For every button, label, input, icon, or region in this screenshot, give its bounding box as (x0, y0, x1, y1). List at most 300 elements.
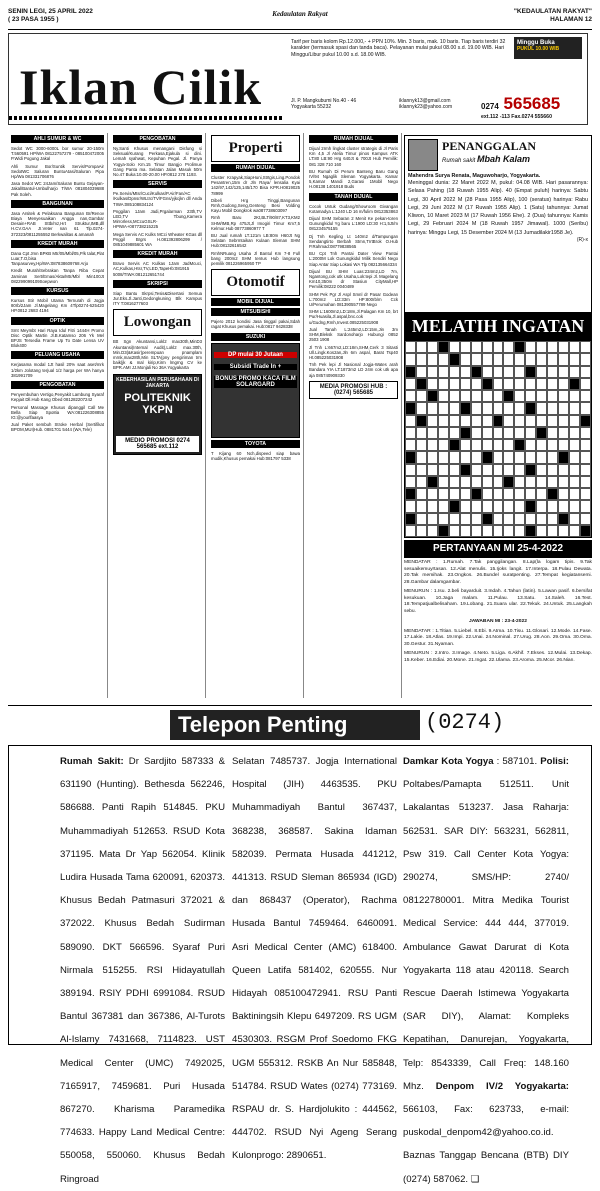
crossword-cell (558, 366, 569, 378)
crossword-cell (405, 402, 416, 414)
crossword-cell (493, 427, 504, 439)
crossword-cell (416, 476, 427, 488)
crossword-cell (460, 476, 471, 488)
crossword-cell (525, 402, 536, 414)
crossword-cell (416, 341, 427, 353)
classified-ad: Cocok Untuk Gudang/Showroom Givangan Kotamadya L:1240 LD 16 m/fulim 0812353863 (309, 203, 398, 214)
crossword-cell (558, 525, 569, 537)
crossword-cell (427, 525, 438, 537)
crossword-cell (449, 390, 460, 402)
crossword-cell (416, 451, 427, 463)
crossword-cell (514, 525, 525, 537)
section-heading: PENGOBATAN (11, 381, 104, 389)
crossword-cell (482, 464, 493, 476)
crossword-cell (482, 500, 493, 512)
portrait-photo (408, 139, 438, 171)
email2: iklannyk23@yahoo.com (399, 104, 453, 110)
section-heading: AHLI SUMUR & WC (11, 135, 104, 143)
classified-ad: Jl Tnh L:667m2,LD:18m,SHM,Cerk 3 Sitasti Ull.Lingk.Kos2an,Jln 6m aspal, Barat Tsp40 Ht.085225031908 (309, 344, 398, 360)
classified-ad: Kerjasama modal 1Jt hasil 20% saat aset/mrk 1/2km Jolotang terjual 1/2 harga per WA hanya 381991709 (11, 362, 104, 378)
crossword-cell (460, 341, 471, 353)
divider-2 (8, 705, 592, 706)
crossword-cell (438, 390, 449, 402)
crossword-cell (405, 525, 416, 537)
crossword-cell (558, 341, 569, 353)
obit-subtitle: Mahendra Surya Renata, Maguwoharjo, Yogyakarta. (408, 173, 541, 179)
crossword-cell (558, 451, 569, 463)
crossword-cell (416, 353, 427, 365)
classified-ad: Bravo Servis AC Kulkas 1Jam JadMcuci, AC,Kulkas,Htsr,TV,LED,TapeHb:081915 5008/TIWA:081212651744 (113, 261, 202, 277)
crossword-cell (460, 415, 471, 427)
crossword-cell (416, 439, 427, 451)
crossword-cell (471, 353, 482, 365)
crossword-cell (427, 427, 438, 439)
crossword-cell (525, 451, 536, 463)
crossword-cell (405, 476, 416, 488)
classified-ad: Ny.Santi Khusus menangani Disfung si Seksual/Kurang Perkasa,Ejakula si dini. Lemah syahwat, Kepuhan Pegal. Jl. Panya Yogya-Solo Km.15 Timur Bangjo Prolimue Gang Panta ma. Selatan Jalan Masuk 50m No.47 Buka:10.00-20.00 HP.0812 278 1193. (113, 146, 202, 178)
crossword-cell (471, 378, 482, 390)
classified-ad: Dijual BU SHM Luas:234m2,LD 7m, Ngantong,cok utk Usaha,Lok:tepi Jl. Magelang Km10,350m dr Stasiun CityMall,HP Pemilik:08222 0040489 (309, 268, 398, 290)
crossword-cell (416, 366, 427, 378)
crossword-cell (493, 513, 504, 525)
crossword-cell (536, 525, 547, 537)
crossword-cell (449, 366, 460, 378)
crossword-cell (525, 500, 536, 512)
crossword-cell (569, 378, 580, 390)
jawaban-mendatar: MENDATAR : 1.Titian. 5.Liebel. 8.Ebi. 9.Atma. 10.Tisu. 11.Glosari. 12.Mode. 14.Fase. 17.Lakie. 18.Atlas. 19.Impi. 22.Unai. 24.Nominal. 27.Urug. 28.Aon. 29.Oma. 30.Oma. 30.Gestur. 31.Nyaman. (404, 628, 592, 647)
crossword-cell (493, 500, 504, 512)
crossword-cell (503, 488, 514, 500)
section-heading: OPTIK (11, 317, 104, 325)
crossword-cell (525, 366, 536, 378)
classified-ad: Pnggilan 1Jam Jadi,Prgalarman 23th,TV LED,TV Tbung,Kamera Mirrorless,MCcuGSLR-HPIWA+087738215225 (113, 208, 202, 230)
crossword-cell (536, 378, 547, 390)
classified-ad: Dibeli Hrg Tinggi,Bangunan Rmh,Gudong,Seng,Genteng Besi Volding Kayu Mobil Dongkrok wa087738603097 (211, 197, 300, 214)
crossword-cell (438, 464, 449, 476)
crossword-cell (493, 378, 504, 390)
crossword-cell (405, 451, 416, 463)
crossword-cell (493, 476, 504, 488)
crossword-cell (471, 427, 482, 439)
crossword-cell (438, 366, 449, 378)
crossword-cell (449, 500, 460, 512)
crossword-cell (405, 378, 416, 390)
promo-box (113, 374, 202, 455)
classified-ad: BU Cpt Tnh Pantai Dater View Pantai L:2000M Lok Gunungkidul Milik Sendiri Nego Siap Antar Siap Lokasi WA Tlp 082135664334 (309, 251, 398, 267)
crossword-cell (536, 353, 547, 365)
crossword-cell (493, 525, 504, 537)
crossword-cell (471, 402, 482, 414)
crossword-cell (503, 500, 514, 512)
car-promo-line: Subsidi Trade In + (214, 364, 297, 370)
crossword-cell (569, 402, 580, 414)
crossword-cell (416, 488, 427, 500)
classified-ad: Kredit Murah/Sebrakan Tanpa Riba Cepat Jaminan Sert/Emas/Akta/Mtr/Mbl Min100Jt 082299099109Soepwon (11, 268, 104, 284)
crossword-cell (558, 439, 569, 451)
classified-ad: Dijual 2rmh lingkat cluster strategis di Jl Paris Km 4,5 Jl Atelia Timur pinos Kampus ATK LT:80 LB:90 Hrg 640Jt & 700Jt Hub Pemilik: 081 328 710 160 (309, 146, 398, 167)
telepon-col-1: Rumah Sakit: Dr Sardjito 587333 & 631190 (Hunting). Bethesda 562246, 586688. Panti Rapih 514845. PKU Muhammadiyah 512653. RSUD Kota 371195. Mata Dr Yap 562054. Klinik Ludira Husada Tama 620091, 620373. Khusus Bedah Patmasuri 372021 & 372022. Khusus Bedah Sudirman 589090. DKT 566596. Syaraf Puri Nirmala 515255. RSI Hidayatullah 389194. RSIY PDHI 6991084. RSUD Bantul 367381 dan 367386, Al-Turots Al-Islamy 7431668, 7114823. UST Medical Center (UMC) 7492025, 7165917, 7459681. Puri Husada 867270. Kharisma Paramedika 774633. Happy Land Medical Centre: 550058, 550060. Khusus Bedah Ringroad (60, 756, 225, 1185)
crossword-cell (580, 488, 591, 500)
crossword-cell (536, 341, 547, 353)
crossword-cell (558, 390, 569, 402)
crossword-cell (471, 415, 482, 427)
crossword-cell (438, 513, 449, 525)
crossword-cell (547, 525, 558, 537)
crossword-cell (503, 513, 514, 525)
crossword-cell (547, 500, 558, 512)
crossword-cell (427, 464, 438, 476)
minggu-badge (514, 37, 582, 59)
crossword-cell (493, 353, 504, 365)
crossword-cell (536, 500, 547, 512)
crossword-cell (514, 378, 525, 390)
crossword-cell (514, 341, 525, 353)
crossword-cell (438, 451, 449, 463)
crossword-cell (558, 353, 569, 365)
crossword-cell (580, 353, 591, 365)
crossword-cell (547, 427, 558, 439)
crossword-cell (547, 439, 558, 451)
crossword-cell (416, 513, 427, 525)
crossword-cell (503, 451, 514, 463)
crossword-cell (580, 402, 591, 414)
media-promosi: MEDIA PROMOSI HUB : (0274) 565685 (309, 381, 398, 399)
crossword-cell (405, 513, 416, 525)
crossword-cell (493, 415, 504, 427)
crossword-cell (471, 439, 482, 451)
section-heading: TANAH DIJUAL (309, 193, 398, 201)
crossword-cell (569, 464, 580, 476)
classified-ad: Btt Sgn Akuntansi,Lokl2 max30th,MinD3 Akuntansi(Internal Audit),Lokl2 max.30th, Min.D3(&Kasir)perempuan pnamplam mrnk,max28th,Min SLTA(pny pengiriman trm baik)jk & mal kirip,Kirm lmgrng CV ke BPR.AMI JJ.Monjali No 36A Yogyakarta (113, 339, 202, 371)
crossword-cell (493, 402, 504, 414)
crossword-cell (460, 488, 471, 500)
crossword-cell (460, 402, 471, 414)
crossword-cell (536, 451, 547, 463)
crossword-cell (547, 488, 558, 500)
crossword-cell (580, 451, 591, 463)
classified-ad: Mega Servis AC Kulks MCci Wheater KGas dll Pnggil Brgrs H.081392806299 / 0851049885601 WA (113, 231, 202, 248)
crossword-cell (471, 464, 482, 476)
crossword-cell (525, 415, 536, 427)
crossword-cell (580, 390, 591, 402)
crossword-cell (471, 513, 482, 525)
crossword-cell (405, 390, 416, 402)
crossword-cell (438, 439, 449, 451)
classified-ad: Pe.Servis/Mtsr/Cuci/Kulkas/P.Air/Fan/AC /Kulkas/Dpnsr/WLtrc/TV/FGns/yjkcjkn dll Anda TIWA:085108834124 (113, 191, 202, 207)
telepon-heading: Telepon Penting (170, 710, 420, 740)
classified-ad: Rmh Baru 2Kt,BLT/90/87,KT3,KM2 SHM/IMB,Rp 475Jt,Jl Imogiri Timur Km7,5 Kelmur.Hub 08773860977 T (211, 215, 300, 231)
crossword-grid (404, 340, 592, 538)
crossword-cell (580, 525, 591, 537)
crossword-cell (558, 464, 569, 476)
crossword-cell (514, 439, 525, 451)
classified-ad: RmhNRuang Usaha Jl Bantul Km 7-8 Full bang 200m2 SHM tenIus Hub langsung pemilik 081226965950 TP (211, 250, 300, 267)
tts-heading: MELATIH INGATAN (404, 312, 592, 340)
crossword-cell (503, 378, 514, 390)
crossword-cell (471, 341, 482, 353)
page-title: Iklan Cilik (19, 59, 263, 115)
crossword-cell (416, 390, 427, 402)
crossword-cell (405, 366, 416, 378)
crossword-cell (547, 476, 558, 488)
crossword-cell (416, 464, 427, 476)
crossword-cell (503, 476, 514, 488)
crossword-cell (482, 415, 493, 427)
halaman: HALAMAN 12 (550, 16, 592, 23)
crossword-cell (514, 427, 525, 439)
crossword-cell (525, 353, 536, 365)
crossword-cell (482, 402, 493, 414)
crossword-cell (482, 476, 493, 488)
classified-ad: Jasa Arsitek & Pelaksana Bangunan Br/Renov Biaya Menyesuaikan Angga nan,Gambar Desain+RAB Sttb/mz,Hrt Struktur,IMB,dll H.CV.GAA JI.Veter nan 61 Tlp.0274-372323/0811255552 Berkwalitas & amanah (11, 210, 104, 237)
classified-ad: Sedot WC 3000-6000L bor sumur 20-150m T.560591 HP/WA 08122757279 - 085100472005 P.Widi Pogung Jakal (11, 146, 104, 162)
section-heading: SKRIPSI (113, 280, 202, 288)
pasaran: ( 23 PASA 1955 ) (8, 16, 59, 23)
crossword-cell (569, 488, 580, 500)
crossword-cell (471, 488, 482, 500)
brand-subheading: TOYOTA (211, 440, 300, 448)
crossword-cell (580, 513, 591, 525)
crossword-cell (438, 488, 449, 500)
classified-ad: Jasa Sedot WC 24Jam/Saluran Buntu Gejayan-Jakal/Bantul-Umbulharjo T/WA 081804039688 Pak Soleh. (11, 181, 104, 197)
address-line1: Jl. P. Mangkubumi No.40 - 46 (291, 98, 357, 104)
emails (399, 98, 452, 110)
crossword-cell (416, 402, 427, 414)
crossword-cell (493, 366, 504, 378)
crossword-cell (580, 427, 591, 439)
crossword-cell (482, 366, 493, 378)
crossword-cell (569, 415, 580, 427)
section-heading: MOBIL DIJUAL (211, 298, 300, 306)
classified-ad: T Kijang 60 Nch,dispeed siap bawa mudik,Khusus pemakai Hub:081797 5338 (211, 450, 300, 461)
crossword-cell (471, 390, 482, 402)
crossword-cell (514, 488, 525, 500)
crossword-cell (580, 439, 591, 451)
classified-ad: BU Rumah Di Perum Banteng Baru Gang IV/94 Ngaglik Sleman Yogyakarta. Kamar 5,Kamar Mandi 2,Garasi 1Mobil Nego H.08138 1401918 Buds (309, 168, 398, 190)
crossword-cell (427, 439, 438, 451)
crossword-cell (460, 525, 471, 537)
crossword-cell (503, 390, 514, 402)
crossword-cell (547, 390, 558, 402)
crossword-cell (438, 476, 449, 488)
crossword-cell (449, 402, 460, 414)
crossword-cell (493, 341, 504, 353)
crossword-cell (471, 500, 482, 512)
crossword-cell (569, 390, 580, 402)
crossword-cell (460, 427, 471, 439)
crossword-cell (536, 415, 547, 427)
crossword-cell (547, 402, 558, 414)
crossword-cell (525, 476, 536, 488)
crossword-cell (460, 353, 471, 365)
crossword-cell (569, 476, 580, 488)
crossword-cell (416, 378, 427, 390)
classified-ad: Dana Cpt Jmn BPKB Mtr/05/Mbl/05,P/k talat,Plat Luar,T.O,bisa Tanpasurvey,Hp/WA:087838609768 Arjo (11, 250, 104, 267)
crossword-cell (482, 341, 493, 353)
promo-media: MEDIO PROMOSI 0274 565685 ext.112 (116, 436, 199, 452)
crossword-cell (547, 341, 558, 353)
crossword-cell (427, 488, 438, 500)
car-promo-line: BONUS PROMO KACA FILM SOLARGARD (215, 375, 296, 388)
crossword-cell (438, 353, 449, 365)
crossword-cell (525, 341, 536, 353)
crossword-cell (547, 513, 558, 525)
crossword-cell (460, 500, 471, 512)
crossword-cell (525, 513, 536, 525)
crossword-cell (449, 439, 460, 451)
obit-tag: (R)-x (576, 237, 588, 244)
minggu-label: Minggu Buka (517, 40, 555, 46)
crossword-cell (416, 427, 427, 439)
crossword-cell (427, 366, 438, 378)
divider (8, 29, 592, 30)
crossword-cell (449, 353, 460, 365)
penanggalan-box (404, 135, 592, 325)
crossword-cell (569, 353, 580, 365)
crossword-cell (536, 464, 547, 476)
address (291, 98, 356, 110)
crossword-cell (503, 402, 514, 414)
car-promo (211, 343, 300, 438)
crossword-cell (416, 525, 427, 537)
section-heading: RUMAH DIJUAL (211, 164, 300, 172)
classified-ad: Penyembuhan Vertigo,Penyakit Lambung Syaraf Kepjait Dll.Hub Kang Obed 081282207242 (11, 392, 104, 403)
crossword-cell (405, 439, 416, 451)
crossword-cell (569, 341, 580, 353)
telepon-col-3: Damkar Kota Yogya : 587101. Polisi: Poltabes/Pamapta 512511. Unit Lakalantas 513237. Jasa Raharja: 562531. SAR DIY: 563231, 562811, Psw 319. Call Center Kota Yogya: 290274, SMS/HP: 2740/ 08122780001. Mitra Medika Tourist Medical Service: 444 444, 377019. Ambulance Gawat Darurat di Kota Yogyakarta 118 atau 420118. Search Rescue Daerah Istimewa Yogyakarta (SAR DIY), Alamat: Kompleks Kepatihan, Danurejan, Yogyakarta, Telp: 8543339, Call Freq: 148.160 Mhz. Denpom IV/2 Yogyakarta: 566103, Fax: 623733, e-mail: puskodal_denpom42@yahoo.co.id. Baznas Tanggap Bencana (BTB) DIY (0274) 587062. ❏ (403, 756, 569, 1185)
crossword-cell (536, 402, 547, 414)
crossword-cell (471, 476, 482, 488)
logo-properti: Properti (211, 135, 300, 162)
classified-ad: Pajero 2012 kondisi Jasa tinggal pakai,Sdah ragat Khusus pemakai. Hub:0817 9428338 (211, 319, 300, 330)
address-line2: Yogyakarta 55232 (291, 104, 332, 110)
classified-ad: Kursus Stir Mobil Utama Ternurah di Jogja 80rb/2Jam Jl.Magelang Km 4Tlp0274-625420 HP.0812 2683 4194 (11, 298, 104, 314)
jawaban-heading: JAWABAN MI : 23-4-2022 (469, 619, 527, 624)
crossword-cell (525, 439, 536, 451)
classified-ad: Personal Massage Khusus dipanggil Call Me Bella Siap Spo8ia WA:081226308855 IG:@yourlfaasya (11, 404, 104, 420)
crossword-cell (514, 476, 525, 488)
crossword-cell (449, 464, 460, 476)
crossword-cell (580, 378, 591, 390)
crossword-cell (482, 378, 493, 390)
crossword-cell (547, 464, 558, 476)
crossword-cell (569, 439, 580, 451)
jawaban-menurun: MENURUN : 2.Intro. 3.Image. 4.Neto. 5.Liga. 6.Akhif. 7.Ekses. 12.Mulai. 13.Dekap. 15.Keber. 16.Ediai. 20.Mone. 21.Ingat. 22.Ulama. 23.Aroma. 25.Mcor. 26.Nian. (404, 651, 592, 663)
crossword-cell (427, 341, 438, 353)
phone-number (481, 94, 560, 114)
column-3 (208, 133, 304, 698)
crossword-cell (405, 341, 416, 353)
crossword-cell (449, 427, 460, 439)
crossword-cell (427, 353, 438, 365)
classified-ad: Jual Paket sembuh Stroke Herbal (Sertifikat BPOM,MUI)Hub. 0881701 5444 (WA,Tele) (11, 422, 104, 433)
paper-name: Kedaulatan Rakyat (272, 10, 328, 18)
obit-head-row (408, 139, 588, 171)
crossword-cell (449, 341, 460, 353)
crossword-cell (493, 451, 504, 463)
crossword-cell (558, 378, 569, 390)
obit-name (442, 154, 536, 164)
crossword-cell (449, 513, 460, 525)
crossword-cell (569, 366, 580, 378)
classified-ad: Ahli Sumur Bor/Suntik Servis/PompaAir SedotWC Saluran BuntuAtasi/Saluran Pipa Hp/Wa 081331706876 (11, 163, 104, 180)
crossword-cell (503, 525, 514, 537)
crossword-cell (427, 500, 438, 512)
crossword-cell (580, 476, 591, 488)
crossword-cell (536, 439, 547, 451)
crossword-cell (580, 415, 591, 427)
iklan-cilik-banner (8, 33, 588, 125)
crossword-cell (405, 427, 416, 439)
crossword-cell (525, 525, 536, 537)
crossword-cell (482, 488, 493, 500)
crossword-cell (427, 476, 438, 488)
crossword-cell (438, 427, 449, 439)
phone-prefix: 0274 (481, 102, 499, 111)
crossword-cell (547, 353, 558, 365)
classified-ad: Jual Tanah L:245m2,LD:15m,Jin 3m SHM,Bleksk Sardonoharjo Hubungi 0852 2503 1908 (309, 326, 398, 343)
crossword-cell (558, 415, 569, 427)
phone-ext: ext.112 -113 Fax.0274 555660 (481, 114, 552, 120)
section-heading: KREDIT MURAH (113, 250, 202, 258)
brand-subheading: MITSUBISHI (211, 308, 300, 316)
crossword-cell (514, 464, 525, 476)
car-promo-line: DP mulai 30 Jutaan (214, 352, 297, 358)
crossword-cell (493, 390, 504, 402)
crossword-cell (536, 390, 547, 402)
crossword-cell (460, 464, 471, 476)
crossword-cell (482, 390, 493, 402)
crossword-cell (449, 476, 460, 488)
crossword-cell (471, 366, 482, 378)
promo-brand: POLITEKNIK YKPN (124, 391, 191, 416)
crossword-cell (558, 513, 569, 525)
crossword-cell (471, 525, 482, 537)
crossword-cell (503, 353, 514, 365)
crossword-cell (547, 451, 558, 463)
tts-menurun: MENURUN : 1.Isu. 2.beli bayarduit. 3.Indah. 4.Tahun (latin). 5.Lawan pasif. 6.bersifat kesukuan. 10.Jaga malam. 11.Pulau. 13.Satu. 14.Saleh. 16.Test. 18.Tempatjualbelisaham. 19.Lobang. 21.Suara ular. 22.Tekuk. 24.Untuk. 25.Langkah sebu. (404, 589, 592, 614)
classified-ad: Dijual SHM Sebaran 2 Menit Ke pekan-toren Gunungkidul Yg baru L:1900 LD:30 H:1,5Jt/m 081234575155 (309, 216, 398, 232)
obit-name-main: Mbah Kalam (477, 154, 531, 164)
crossword-cell (493, 488, 504, 500)
crossword-cell (569, 451, 580, 463)
classified-ad: Cluster Krapyak,SiapHuni,Strtgis,Ling.Pondok Pesantren,15m dr Jln Raya/ lensalia Kyai 142/97,142/125,145/170 Bisa KPR.H0819025 78999 (211, 175, 300, 196)
crossword-cell (427, 390, 438, 402)
crossword-cell (536, 513, 547, 525)
logo-lowongan: Lowongan (113, 309, 202, 336)
crossword-cell (438, 378, 449, 390)
brand-subheading: SUZUKI (211, 333, 300, 341)
crossword-cell (514, 366, 525, 378)
crossword-cell (405, 415, 416, 427)
crossword-cell (482, 439, 493, 451)
crossword-cell (569, 427, 580, 439)
crossword-cell (514, 415, 525, 427)
crossword-cell (514, 390, 525, 402)
email1: iklannyk13@gmail.com (399, 98, 451, 104)
crossword-cell (482, 427, 493, 439)
crossword-cell (449, 378, 460, 390)
crossword-cell (449, 415, 460, 427)
crossword-cell (514, 353, 525, 365)
crossword-cell (438, 341, 449, 353)
section-heading: KREDIT MURAH (11, 240, 104, 248)
crossword-cell (547, 415, 558, 427)
crossword-cell (460, 390, 471, 402)
tts-question-heading: PERTANYAAN MI 25-4-2022 (404, 540, 592, 558)
obit-body: Meninggal dunia: 22 Maret 2022 M, pukul: 04.08 WIB. Hari pasarannya: Selasa Pahing (18 Ruwah 1955 Alip). 40 (Empat puluh) harinya: Sabtu Legi, 30 April 2022 M (28 Pasa 1955 Alip), 100 (seratus) harinya: Rabu Legi, 29 Juni 2022 M (17 Ruwah 1955 Alip). 1 (Satu) tahunnya: Jumat Kliwon, 10 Maret 2023 M (17 Ruwah 1956 Ehe). 2 (Dua) tahunnya: Kamis Legi, 29 Februari 2024 M (18 Ruwah 1957 Jimawal). 1000 (Seribu) harinya: Minggu Legi, 15 Desember 2024 M (13 Jumadilakir1958 Je). (408, 180, 588, 236)
crossword-cell (493, 464, 504, 476)
